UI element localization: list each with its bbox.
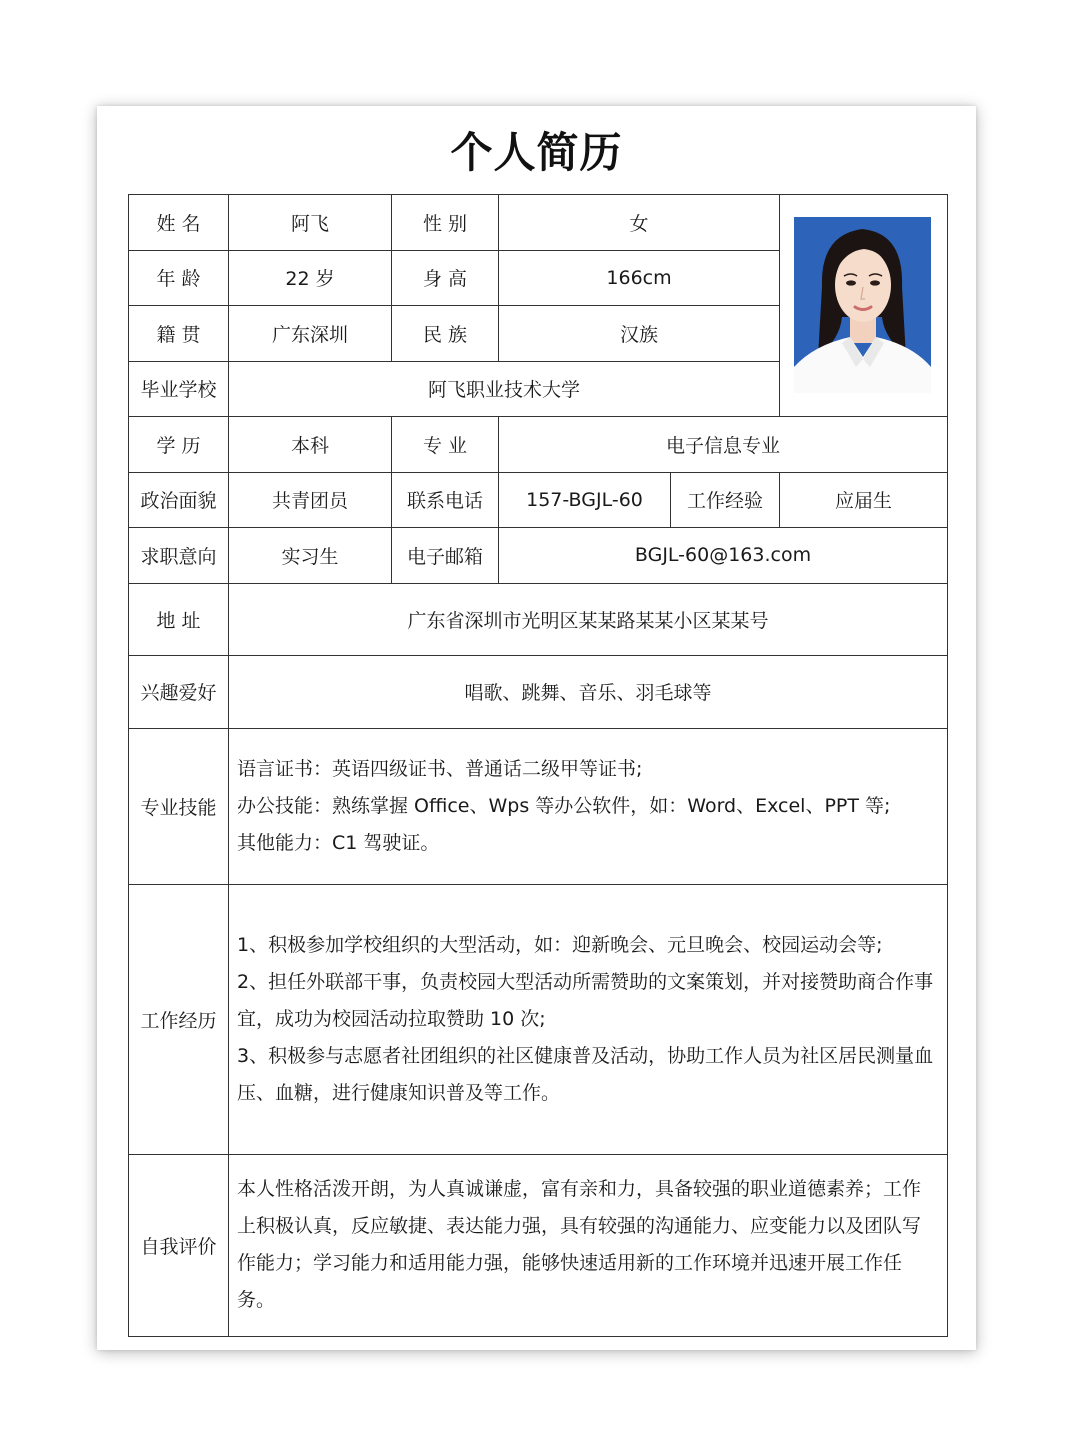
school-value: 阿飞职业技术大学 <box>229 361 780 417</box>
work-line: 2、担任外联部干事，负责校园大型活动所需赞助的文案策划，并对接赞助商合作事宜，成功为校园活动拉取赞助 10 次; <box>237 970 934 1030</box>
email-value: BGJL-60@163.com <box>499 528 948 584</box>
portrait-photo <box>794 217 931 393</box>
phone-value: 157-BGJL-60 <box>499 472 671 528</box>
self-eval-text: 本人性格活泼开朗，为人真诚谦虚，富有亲和力，具备较强的职业道德素养；工作上积极认真，反应敏捷、表达能力强，具有较强的沟通能力、应变能力以及团队写作能力；学习能力和适用能力强，能够快速适用新的工作环境并迅速开展工作任务。 <box>237 1178 922 1311</box>
row-self-eval <box>129 1154 948 1336</box>
self-eval-content <box>229 1154 948 1336</box>
political-value: 共青团员 <box>229 472 392 528</box>
experience-value: 应届生 <box>780 472 948 528</box>
ethnicity-label: 民 族 <box>392 306 499 362</box>
origin-label: 籍 贯 <box>129 306 229 362</box>
row-hobby <box>129 656 948 729</box>
portrait-illustration <box>794 217 931 393</box>
row-political <box>129 472 948 528</box>
skills-line: 办公技能：熟练掌握 Office、Wps 等办公软件，如：Word、Excel、PPT 等; <box>237 794 891 817</box>
intention-label: 求职意向 <box>129 528 229 584</box>
row-address <box>129 583 948 656</box>
resume-table <box>128 194 948 1337</box>
phone-label: 联系电话 <box>392 472 499 528</box>
gender-value: 女 <box>499 195 780 251</box>
degree-label: 学 历 <box>129 417 229 473</box>
hobby-value: 唱歌、跳舞、音乐、羽毛球等 <box>229 656 948 729</box>
skills-content <box>229 728 948 884</box>
origin-value: 广东深圳 <box>229 306 392 362</box>
photo-cell <box>780 195 948 417</box>
resume-paper <box>97 106 976 1350</box>
name-value: 阿飞 <box>229 195 392 251</box>
skills-line: 其他能力：C1 驾驶证。 <box>237 831 440 854</box>
address-value: 广东省深圳市光明区某某路某某小区某某号 <box>229 583 948 656</box>
self-eval-label: 自我评价 <box>129 1154 229 1336</box>
email-label: 电子邮箱 <box>392 528 499 584</box>
work-line: 3、积极参与志愿者社团组织的社区健康普及活动，协助工作人员为社区居民测量血压、血糖，进行健康知识普及等工作。 <box>237 1044 934 1104</box>
intention-value: 实习生 <box>229 528 392 584</box>
row-skills <box>129 728 948 884</box>
major-value: 电子信息专业 <box>499 417 948 473</box>
major-label: 专 业 <box>392 417 499 473</box>
degree-value: 本科 <box>229 417 392 473</box>
ethnicity-value: 汉族 <box>499 306 780 362</box>
name-label: 姓 名 <box>129 195 229 251</box>
school-label: 毕业学校 <box>129 361 229 417</box>
address-label: 地 址 <box>129 583 229 656</box>
skills-line: 语言证书：英语四级证书、普通话二级甲等证书; <box>237 757 643 780</box>
hobby-label: 兴趣爱好 <box>129 656 229 729</box>
gender-label: 性 别 <box>392 195 499 251</box>
row-degree <box>129 417 948 473</box>
page-title: 个人简历 <box>450 128 623 177</box>
row-intention <box>129 528 948 584</box>
height-label: 身 高 <box>392 250 499 306</box>
work-line: 1、积极参加学校组织的大型活动，如：迎新晚会、元旦晚会、校园运动会等; <box>237 933 883 956</box>
experience-label: 工作经验 <box>671 472 780 528</box>
row-work <box>129 884 948 1154</box>
work-label: 工作经历 <box>129 884 229 1154</box>
age-value: 22 岁 <box>229 250 392 306</box>
row-name <box>129 195 948 251</box>
work-content <box>229 884 948 1154</box>
age-label: 年 龄 <box>129 250 229 306</box>
height-value: 166cm <box>499 250 780 306</box>
skills-label: 专业技能 <box>129 728 229 884</box>
political-label: 政治面貌 <box>129 472 229 528</box>
